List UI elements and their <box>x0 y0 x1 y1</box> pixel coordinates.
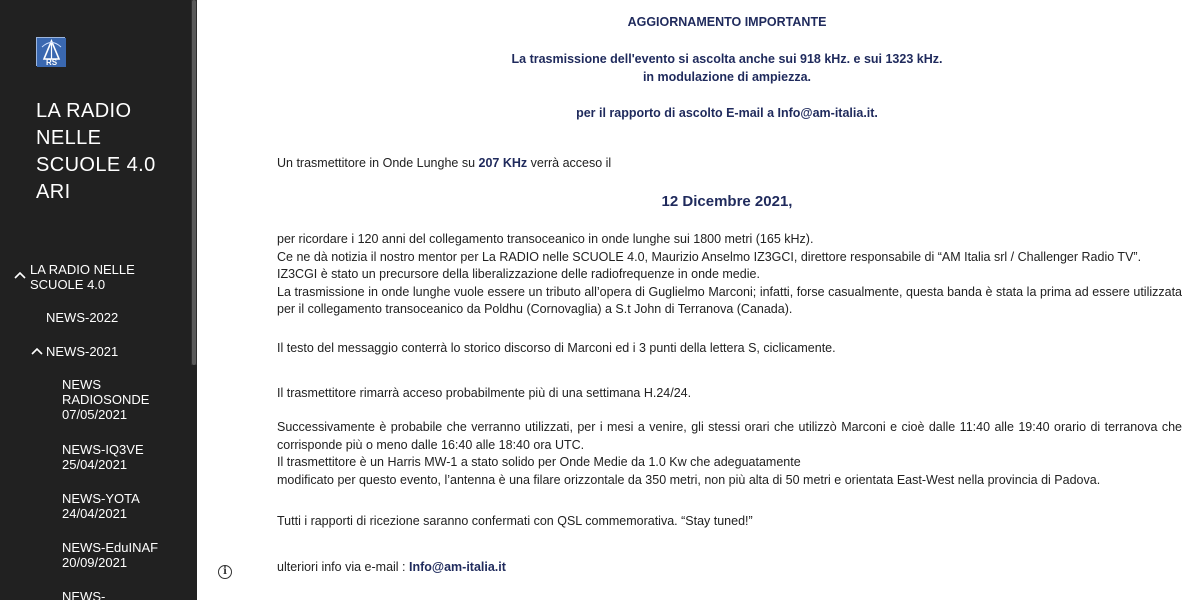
logo-text: RS <box>45 58 58 67</box>
site-title-line: LA RADIO <box>36 100 132 122</box>
broadcast-line-1: La trasmissione dell'evento si ascolta anche sui 918 kHz. e sui 1323 kHz. <box>511 52 943 66</box>
nav-item-news-eduinaf[interactable]: NEWS-EduINAF 20/09/2021 <box>62 540 159 570</box>
update-heading: AGGIORNAMENTO IMPORTANTE <box>627 15 827 29</box>
chevron-up-icon[interactable] <box>14 271 26 279</box>
site-title-line: NELLE <box>36 127 102 149</box>
main-content <box>197 0 1200 600</box>
report-line: per il rapporto di ascolto E-mail a Info@am-italia.it. <box>576 106 878 120</box>
duration-paragraph: Il trasmettitore rimarrà acceso probabilmente più di una settimana H.24/24. <box>277 386 692 400</box>
paragraph-line: per ricordare i 120 anni del collegamento transoceanico in onde lunghe sui 1800 metri (165 kHz). <box>277 232 814 246</box>
paragraph-line: La trasmissione in onde lunghe vuole essere un tributo all’opera di Guglielmo Marconi; infatti, forse casualmente, questa banda è stata la prima ad essere utilizzata per il collegamento transoceanico da Poldhu (Cornovaglia) a S.t John di Terranova (Canada). <box>277 284 1182 316</box>
qsl-paragraph: Tutti i rapporti di ricezione saranno confermati con QSL commemorativa. “Stay tuned!” <box>277 514 753 528</box>
paragraph-line: Successivamente è probabile che verranno utilizzati, per i mesi a venire, gli stessi orari che utilizzò Marconi e cioè dalle 11:40 alle 19:40 orario di terranova che corrisponde più o meno dalle 16:40 alle 18:40 ora UTC. <box>277 420 1182 452</box>
nav-item-news-yota[interactable]: NEWS-YOTA 24/04/2021 <box>62 491 140 521</box>
site-logo[interactable] <box>36 37 65 66</box>
intro-paragraph <box>277 155 1182 173</box>
nav-item-news-radiosonde[interactable]: NEWS RADIOSONDE 07/05/2021 <box>62 377 150 422</box>
paragraph-line: Ce ne dà notizia il nostro mentor per La RADIO nelle SCUOLE 4.0, Maurizio Anselmo IZ3GCI, direttore responsabile di “AM Italia srl / Challenger Radio TV”. <box>277 249 1142 264</box>
footer-contact <box>277 559 1182 577</box>
site-title-line: SCUOLE 4.0 <box>36 154 156 176</box>
intro-text-end: verrà acceso il <box>527 156 612 170</box>
footer-email-link[interactable]: Info@am-italia.it <box>409 560 506 574</box>
sidebar-scrollbar-thumb[interactable] <box>192 0 196 365</box>
event-date: 12 Dicembre 2021, <box>661 193 793 210</box>
info-icon[interactable]: i <box>218 565 232 579</box>
nav-item-la-radio-nelle-scuole[interactable]: LA RADIO NELLE SCUOLE 4.0 <box>30 262 135 292</box>
paragraph-line: modificato per questo evento, l’antenna è una filare orizzontale da 350 metri, non più alta di 50 metri e orientata East-West nella provincia di Padova. <box>277 472 1101 487</box>
nav-item-news-iq3ve[interactable]: NEWS-IQ3VE 25/04/2021 <box>62 442 144 472</box>
radio-tower-icon <box>37 38 66 67</box>
nav-item-news-next[interactable]: NEWS- <box>62 589 106 600</box>
nav-item-news-2022[interactable]: NEWS-2022 <box>46 310 119 325</box>
nav-item-news-2021[interactable]: NEWS-2021 <box>46 344 119 359</box>
message-paragraph: Il testo del messaggio conterrà lo storico discorso di Marconi ed i 3 punti della lettera S, ciclicamente. <box>277 341 836 355</box>
footer-label: ulteriori info via e-mail : <box>277 560 409 574</box>
paragraph-line: Il trasmettitore è un Harris MW-1 a stato solido per Onde Medie da 1.0 Kw che adeguatamente <box>277 455 801 469</box>
site-title-line: ARI <box>36 181 71 203</box>
paragraph-line: IZ3CGI è stato un precursore della liberalizzazione delle radiofrequenze in onde medie. <box>277 267 760 281</box>
intro-frequency: 207 KHz <box>478 156 528 170</box>
intro-text: Un trasmettitore in Onde Lunghe su <box>277 156 479 170</box>
history-paragraph <box>277 231 1182 319</box>
site-title[interactable] <box>36 98 186 206</box>
chevron-up-icon[interactable] <box>31 347 43 355</box>
sidebar <box>0 0 197 600</box>
schedule-paragraph <box>277 419 1182 489</box>
broadcast-line-2: in modulazione di ampiezza. <box>642 70 812 84</box>
